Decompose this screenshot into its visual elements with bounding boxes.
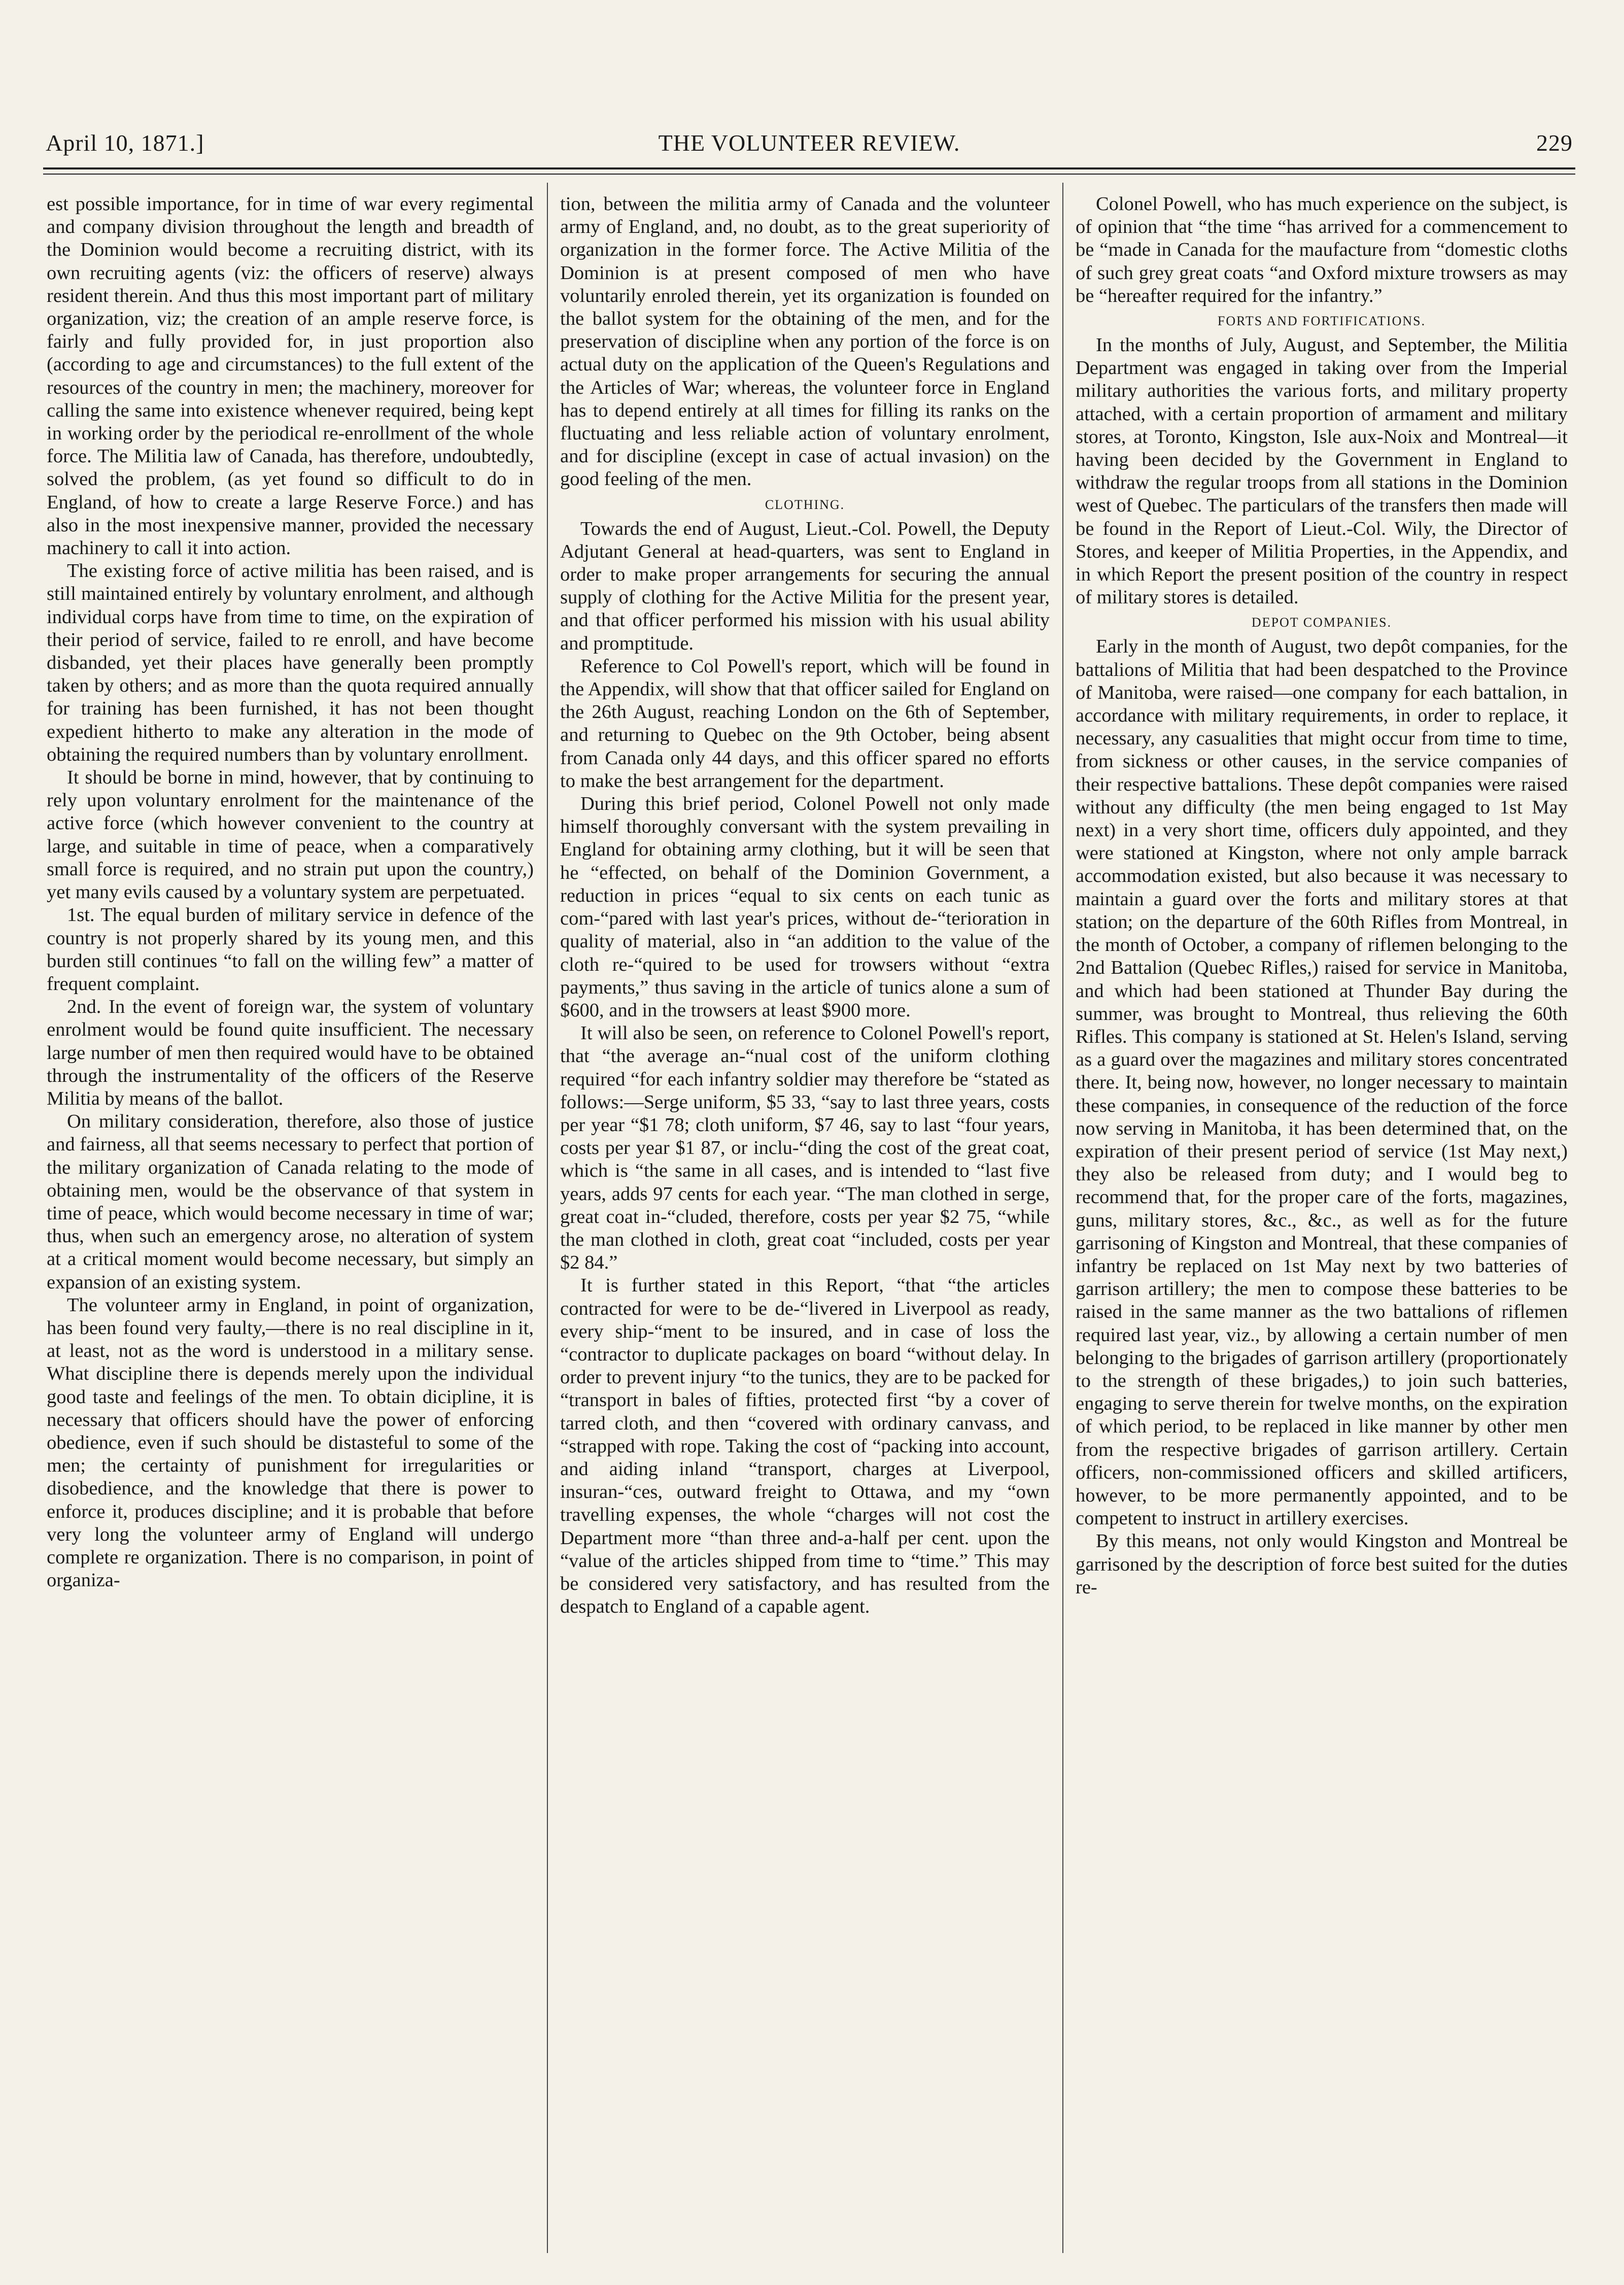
paragraph: It should be borne in mind, however, that by continuing to rely upon voluntary enrolment for the maintenance of the active force (which however convenient to the country at large, and suitable in time of peace, when a comparatively small force is required, and no strain put upon the country,) yet many evils caused by a voluntary system are perpetuated. <box>47 767 534 903</box>
paragraph: Colonel Powell, who has much experience on the subject, is of opinion that “the time “has arrived for a commencement to be “made in Canada for the maufacture from “domestic cloths of such grey great coats “and Oxford mixture trowsers as may be “hereafter required for the infantry.” <box>1076 193 1568 306</box>
paragraph: tion, between the militia army of Canada and the volunteer army of England, and, no doubt, as to the great superiority of organization in the former force. The Active Militia of the Dominion is at present composed of men who have voluntarily enroled therein, yet its organization is founded on the ballot system for the obtaining of the men, and for the preservation of discipline when any portion of the force is on actual duty on the application of the Queen's Regulations and the Articles of War; whereas, the volunteer force in England has to depend entirely at all times for filling its ranks on the fluctuating and less reliable action of voluntary enrolment, and for discipline (except in case of actual invasion) on the good feeling of the men. <box>560 193 1050 490</box>
header-title: THE VOLUNTEER REVIEW. <box>658 130 960 156</box>
column-1 <box>47 193 534 2248</box>
paragraph: The existing force of active militia has been raised, and is still maintained entirely by voluntary enrolment, and although individual corps have from time to time, on the expiration of their period of service, failed to re enroll, and have become disbanded, yet their places have generally been promptly taken by others; and as more than the quota required annually for training has been furnished, it has not been thought expedient hitherto to make any alteration in the mode of obtaining the required numbers than by voluntary enrollment. <box>47 560 534 765</box>
paragraph: 2nd. In the event of foreign war, the system of voluntary enrolment would be found quite insufficient. The necessary large number of men then required would have to be obtained through the instrumentality of the officers of the Reserve Militia by means of the ballot. <box>47 996 534 1109</box>
paragraph: The volunteer army in England, in point of organization, has been found very faulty,—there is no real discipline in it, at least, not as the word is understood in a military sense. What discipline there is depends merely upon the individual good taste and feelings of the men. To obtain dicipline, it is necessary that officers should have the power of enforcing obedience, even if such should be distasteful to some of the men; the certainty of punishment for irregularities or disobedience, and the knowledge that there is power to enforce it, produces discipline; and it is probable that before very long the volunteer army of England will undergo complete re organization. There is no comparison, in point of organiza- <box>47 1294 534 1591</box>
paragraph: 1st. The equal burden of military service in defence of the country is not properly shared by its young men, and this burden still continues “to fall on the willing few” a matter of frequent complaint. <box>47 904 534 995</box>
paragraph: In the months of July, August, and September, the Militia Department was engaged in taking over from the Imperial military authorities the various forts, and military property attached, with a certain proportion of armament and military stores, at Toronto, Kingston, Isle aux-Noix and Montreal—it having been decided by the Government in England to withdraw the regular troops from all stations in the Dominion west of Quebec. The particulars of the transfers then made will be found in the Report of Lieut.-Col. Wily, the Director of Stores, and keeper of Militia Properties, in the Appendix, and in which Report the present position of the country in respect of military stores is detailed. <box>1076 334 1568 608</box>
paragraph: By this means, not only would Kingston and Montreal be garrisoned by the description of force best suited for the duties re- <box>1076 1530 1568 1598</box>
header-rule-thin <box>43 174 1575 175</box>
page-header <box>46 129 1573 170</box>
paragraph: It is further stated in this Report, “that “the articles contracted for were to be de-“livered in Liverpool as ready, every ship-“ment to be insured, and in case of loss the “contractor to duplicate packages on board “without delay. In order to prevent injury “to the tunics, they are to be packed for “transport in bales of fifties, protected first “by a cover of tarred cloth, and then “covered with ordinary canvass, and “strapped with rope. Taking the cost of “packing into account, and aiding inland “transport, charges at Liverpool, insuran-“ces, outward freight to Ottawa, and my “own travelling expenses, the whole “charges will not cost the Department more “than three and-a-half per cent. upon the “value of the articles shipped from time to “time.” This may be considered very satisfactory, and has resulted from the despatch to England of a capable agent. <box>560 1275 1050 1618</box>
paragraph: Reference to Col Powell's report, which will be found in the Appendix, will show that that officer sailed for England on the 26th August, reaching London on the 6th of September, and returning to Quebec on the 9th October, being absent from Canada only 44 days, and this officer spared no efforts to make the best arrangement for the department. <box>560 655 1050 792</box>
header-page-number: 229 <box>1536 130 1573 156</box>
column-divider <box>547 183 548 2253</box>
paragraph: Towards the end of August, Lieut.-Col. Powell, the Deputy Adjutant General at head-quarters, was sent to England in order to make proper arrangements for securing the annual supply of clothing for the Active Militia for the present year, and that officer performed his mission with his usual ability and promptitude. <box>560 518 1050 654</box>
paragraph: est possible importance, for in time of war every regimental and company division throughout the length and breadth of the Dominion would become a recruiting district, with its own recruiting agents (viz: the officers of reserve) always resident therein. And thus this most important part of military organization, viz; the creation of an ample reserve force, is fairly and fully provided for, in just proportion also (according to age and circumstances) to the full extent of the resources of the country in men; the machinery, moreover for calling the same into existence whenever required, being kept in working order by the periodical re-enrollment of the whole force. The Militia law of Canada, has therefore, undoubtedly, solved the problem, (as yet found so difficult to do in England, of how to create a large Reserve Force.) and has also in the most inexpensive manner, provided the necessary machinery to call it into action. <box>47 193 534 559</box>
paragraph: Early in the month of August, two depôt companies, for the battalions of Militia that had been despatched to the Province of Manitoba, were raised—one company for each battalion, in accordance with military requirements, in order to replace, it necessary, any casualities that might occur from time to time, from sickness or other causes, in the service companies of their respective battalions. These depôt companies were raised without any difficulty (the men being engaged to 1st May next) in a very short time, officers duly appointed, and they were stationed at Kingston, where not only ample barrack accommodation existed, but also because it was necessary to maintain a guard over the forts and military stores at that station; on the departure of the 60th Rifles from Montreal, in the month of October, a company of riflemen belonging to the 2nd Battalion (Quebec Rifles,) raised for service in Manitoba, and which had been stationed at Thunder Bay during the summer, was brought to Montreal, thus relieving the 60th Rifles. This company is stationed at St. Helen's Island, serving as a guard over the magazines and military stores concentrated there. It, being now, however, no longer necessary to maintain these companies, in consequence of the reduction of the force now serving in Manitoba, it has been determined that, on the expiration of their present period of service (1st May next,) they also be released from duty; and I would beg to recommend that, for the proper care of the forts, magazines, guns, military stores, &c., &c., as well as for the future garrisoning of Kingston and Montreal, that these companies of infantry be replaced on 1st May next by two batteries of garrison artillery; the men to compose these batteries to be raised in the same manner as the two battalions of riflemen required last year, viz., by allowing a certain number of men belonging to the brigades of garrison artillery (proportionately to the strength of these brigades,) to join such batteries, engaging to serve therein for twelve months, on the expiration of which period, to be replaced in like manner by other men from the respective brigades of garrison artillery. Certain officers, non-commissioned officers and skilled artificers, however, to be more permanently appointed, and to be competent to instruct in artillery exercises. <box>1076 636 1568 1529</box>
paragraph: During this brief period, Colonel Powell not only made himself thoroughly conversant with the system prevailing in England for obtaining army clothing, but it will be seen that he “effected, on behalf of the Dominion Government, a reduction in prices “equal to six cents on each tunic as com-“pared with last year's prices, without de-“terioration in quality of material, also in “an addition to the value of the cloth re-“quired to be used for trowsers without “extra payments,” thus saving in the article of tunics alone a sum of $600, and in the trowsers at least $900 more. <box>560 793 1050 1021</box>
paragraph: It will also be seen, on reference to Colonel Powell's report, that “the average an-“nual cost of the uniform clothing required “for each infantry soldier may therefore be “stated as follows:—Serge uniform, $5 33, “say to last three years, costs per year “$1 78; cloth uniform, $7 46, say to last “four years, costs per year $1 87, or inclu-“ding the cost of the great coat, which is “the same in all cases, and is intended to “last five years, adds 97 cents for each year. “The man clothed in serge, great coat in-“cluded, therefore, costs per year $2 75, “while the man clothed in cloth, great coat “included, costs per year $2 84.” <box>560 1022 1050 1274</box>
column-3 <box>1076 193 1568 2248</box>
column-2 <box>560 193 1050 2248</box>
column-divider <box>1062 183 1063 2253</box>
paragraph: On military consideration, therefore, also those of justice and fairness, all that seems necessary to perfect that portion of the military organization of Canada relating to the mode of obtaining men, would be the observance of that system in time of peace, which would become necessary in time of war; thus, when such an emergency arose, no alteration of system at a critical moment would become necessary, but simply an expansion of an existing system. <box>47 1111 534 1293</box>
header-rule <box>43 167 1575 169</box>
section-heading-clothing: CLOTHING. <box>765 497 845 512</box>
section-heading-depot: DEPOT COMPANIES. <box>1251 615 1392 630</box>
section-heading-forts: FORTS AND FORTIFICATIONS. <box>1217 314 1426 329</box>
header-date: April 10, 1871.] <box>46 130 204 156</box>
